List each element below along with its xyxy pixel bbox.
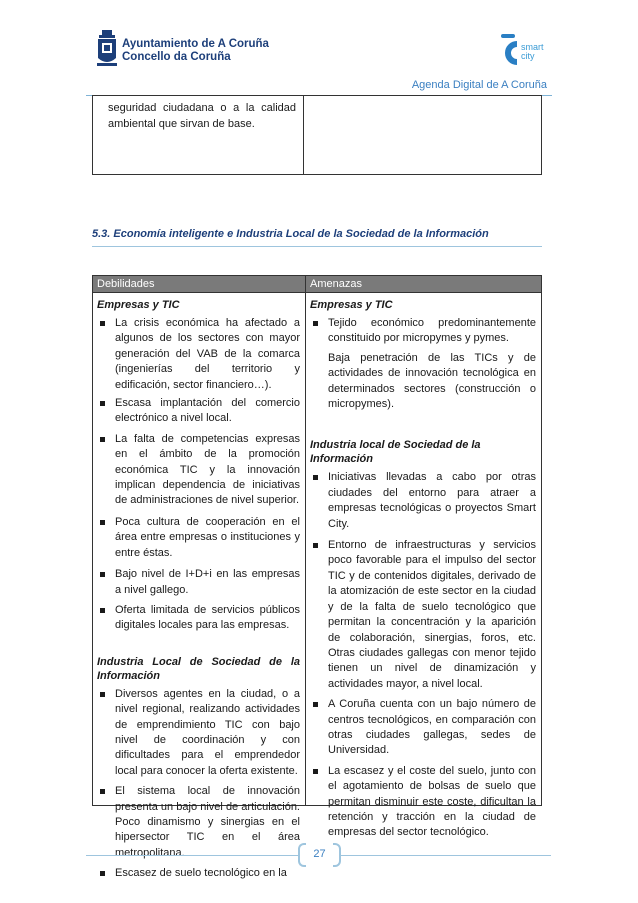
- list-item: Oferta limitada de servicios públicos digitales locales para las empresas.: [97, 603, 300, 634]
- weaknesses-column: [97, 298, 300, 882]
- page-bracket-right: [333, 843, 341, 867]
- page-bracket-left: [298, 843, 306, 867]
- group-title: Industria Local de Sociedad de la Información: [97, 655, 300, 682]
- table-cell-text: seguridad ciudadana o a la calidad ambiental que sirvan de base.: [108, 102, 296, 130]
- list-item: Bajo nivel de I+D+i en las empresas a nivel gallego.: [97, 567, 300, 598]
- footer-line-right: [341, 855, 551, 856]
- group-title: Industria local de Sociedad de la Información: [310, 439, 481, 466]
- list-item: Poca cultura de cooperación en el área entre empresas o instituciones y entre éstas.: [97, 515, 300, 561]
- smart-city-logo: [497, 32, 557, 68]
- list-item: La crisis económica ha afectado a algunos de los sectores con mayor generación del VAB de la comarca (ingenierías del territorio y edificación, sector financiero…).: [97, 316, 300, 393]
- continued-table: [92, 95, 542, 175]
- header-divider-line: [93, 292, 541, 293]
- section-underline: [92, 246, 542, 247]
- list-item: Escasa implantación del comercio electrónico a nivel local.: [97, 396, 300, 427]
- list-item: Tejido económico predominantemente constituido por micropymes y pymes.: [310, 316, 536, 347]
- table-column-divider: [303, 96, 304, 174]
- document-title: Agenda Digital de A Coruña: [411, 79, 547, 91]
- list-item: Escasez de suelo tecnológico en la: [97, 866, 300, 881]
- list-item: La escasez y el coste del suelo, junto con el agotamiento de bolsas de suelo que permitan disminuir este coste, dificultan la retención y tracción en la ciudad de empresas del sector tecnológico.: [310, 764, 536, 841]
- threats-column: [310, 298, 536, 841]
- footer-line-left: [86, 855, 298, 856]
- section-heading: 5.3. Economía inteligente e Industria Local de la Sociedad de la Información: [92, 228, 489, 240]
- list-item-continuation: Baja penetración de las TICs y de actividades de innovación tecnológica en determinados sectores (construcción o micropymes).: [328, 351, 536, 411]
- city-label: city: [521, 51, 535, 61]
- list-item: Entorno de infraestructuras y servicios poco favorable para el impulso del sector TIC y de contenidos digitales, derivado de la atomización de este sector en la ciudad y de la falta de suelo tecnológico que permitan la concentración y la aparición de colaboración, sinergias, foros, etc. Otras ciudades gallegas con menor tejido tienen un nivel de dinamización y actividades mayor, a nivel local.: [310, 538, 536, 692]
- logo-line-2: Concello da Coruña: [122, 51, 231, 63]
- threats-header: Amenazas: [310, 278, 362, 290]
- group-title: Empresas y TIC: [310, 299, 393, 311]
- weaknesses-header: Debilidades: [97, 278, 155, 290]
- coat-of-arms-icon: [96, 30, 118, 70]
- list-item: Diversos agentes en la ciudad, o a nivel regional, realizando actividades de emprendimiento TIC con bajo nivel de coordinación y con dificultades para el emprendedor local para conocer la oferta existente.: [97, 687, 300, 779]
- list-item: Iniciativas llevadas a cabo por otras ciudades del entorno para atraer a empresas tecnológicas o proyectos Smart City.: [310, 470, 536, 532]
- smart-label: smart: [521, 42, 544, 52]
- logo-line-1: Ayuntamiento de A Coruña: [122, 38, 269, 50]
- smart-city-c-icon: [497, 32, 521, 66]
- page-number: 27: [313, 848, 326, 860]
- group-title: Empresas y TIC: [97, 299, 180, 311]
- list-item: A Coruña cuenta con un bajo número de centros tecnológicos, en comparación con otras ciudades gallegas, sedes de Universidad.: [310, 697, 536, 759]
- swot-header-row: [93, 276, 541, 292]
- list-item: La falta de competencias expresas en el ámbito de la promoción económica TIC y la innovación implican dependencia de iniciativas de administraciones de nivel superior.: [97, 432, 300, 509]
- ayuntamiento-logo: [96, 30, 276, 74]
- column-divider: [305, 276, 306, 805]
- list-item: El sistema local de innovación presenta un bajo nivel de articulación. Poco dinamismo y sinergias en el hipersector TIC en el área metropolitana.: [97, 784, 300, 861]
